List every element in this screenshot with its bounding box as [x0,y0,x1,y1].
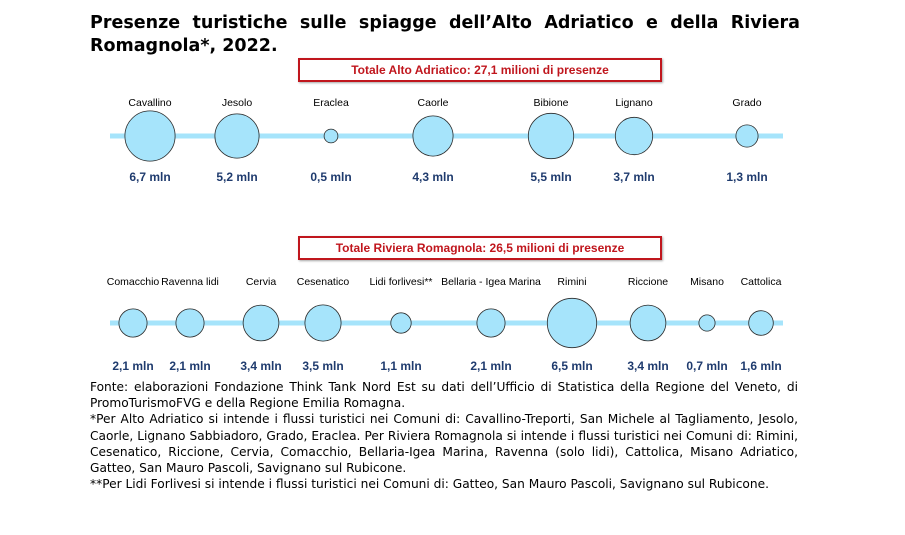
town-label: Bellaria - Igea Marina [441,276,541,288]
value-label: 5,5 mln [530,170,572,184]
value-label: 2,1 mln [470,359,512,373]
value-label: 0,7 mln [686,359,728,373]
source-note: Fonte: elaborazioni Fondazione Think Tank Nord Est su dati dell’Ufficio di Statistica della Regione del Veneto, di PromoTurismoFVG e della Regione Emilia Romagna. [90,380,798,411]
value-label: 1,1 mln [380,359,422,373]
bubble [699,315,715,331]
bubble [119,309,147,337]
value-label: 2,1 mln [169,359,211,373]
town-label: Jesolo [221,97,253,109]
bubble [243,305,279,341]
value-label: 3,4 mln [627,359,669,373]
bubble [413,116,453,156]
bubble [215,114,259,158]
town-label: Comacchio [106,276,160,288]
value-label: 5,2 mln [216,170,258,184]
bubble [391,313,411,333]
value-label: 1,6 mln [740,359,782,373]
town-label: Grado [732,97,762,109]
town-label: Bibione [533,97,569,109]
value-label: 3,5 mln [302,359,344,373]
value-label: 3,7 mln [613,170,655,184]
value-label: 6,7 mln [129,170,171,184]
bubble [547,298,596,347]
value-label: 1,3 mln [726,170,768,184]
town-label: Misano [690,276,724,288]
town-label: Lidi forlivesi** [369,276,433,288]
town-label: Eraclea [313,97,349,109]
value-label: 2,1 mln [112,359,154,373]
value-label: 3,4 mln [240,359,282,373]
value-label: 0,5 mln [310,170,352,184]
bubble [736,125,758,147]
bubble [630,305,666,341]
total-box-alto-adriatico: Totale Alto Adriatico: 27,1 milioni di presenze [298,58,662,82]
footnotes [90,379,798,492]
town-label: Rimini [557,276,587,288]
total-box-riviera-romagnola: Totale Riviera Romagnola: 26,5 milioni di presenze [298,236,662,260]
bubble [477,309,505,337]
bubble [749,311,774,336]
bubble [305,305,341,341]
town-label: Ravenna lidi [161,276,219,288]
value-label: 4,3 mln [412,170,454,184]
town-label: Cesenatico [296,276,350,288]
bubble [528,113,573,158]
chart-title: Presenze turistiche sulle spiagge dell’Alto Adriatico e della Riviera Romagnola*, 2022. [90,13,800,56]
town-label: Caorle [417,97,449,109]
bubble [324,129,338,143]
lidi-forlivesi-note: **Per Lidi Forlivesi si intende i flussi turistici nei Comuni di: Gatteo, San Mauro Pascoli, Savignano sul Rubicone. [90,477,769,492]
bubble [615,117,652,154]
bubble [125,111,175,161]
value-label: 6,5 mln [551,359,593,373]
town-label: Cervia [245,276,277,288]
town-label: Cattolica [740,276,782,288]
bubble [176,309,204,337]
definition-note: *Per Alto Adriatico si intende i flussi turistici nei Comuni di: Cavallino-Treporti, San Michele al Tagliamento, Jesolo, Caorle, Lignano Sabbiadoro, Grado, Eraclea. Per Riviera Romagnola si intende i flussi turistici nei Comuni di: Rimini, Cesenatico, Riccione, Cervia, Comacchio, Bellaria-Igea Marina, Ravenna (solo lidi), Cattolica, Misano Adriatico, Gatteo, San Mauro Pascoli, Savignano sul Rubicone. [90,412,798,476]
town-label: Lignano [615,97,653,109]
town-label: Riccione [627,276,669,288]
town-label: Cavallino [128,97,172,109]
